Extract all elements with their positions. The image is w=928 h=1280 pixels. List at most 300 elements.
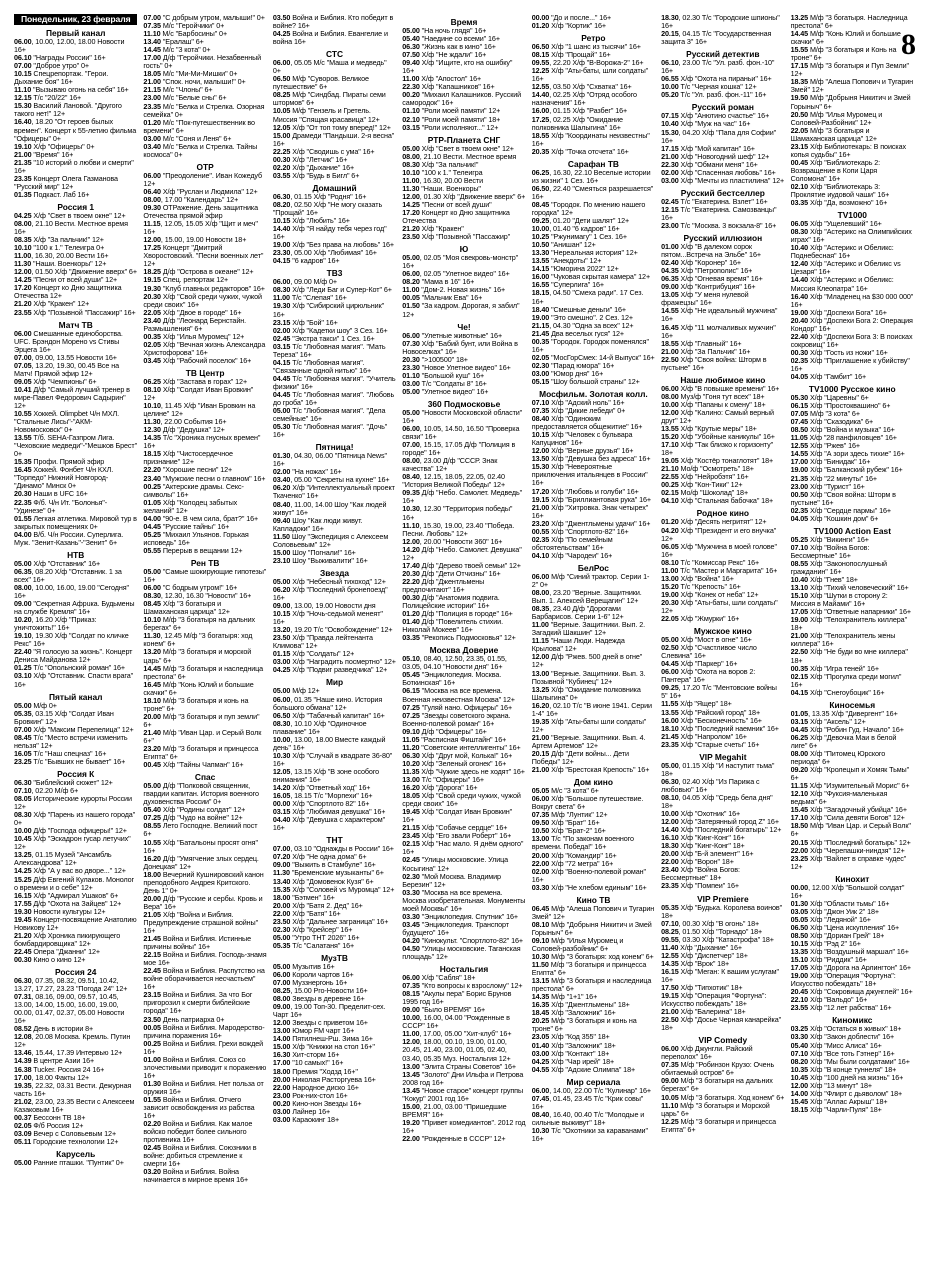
program-entry [532, 621, 655, 637]
program-title: Ранние пташки. "Пунтик" 0+ [31, 1158, 124, 1167]
program-time: 12.00 [531, 652, 550, 662]
program-entry [273, 302, 396, 318]
program-title: "Самые шокирующие гипотезы" 16+ [143, 567, 267, 585]
program-title: Х/ф "Эскадрон гусар летучих" 12+ [14, 834, 131, 852]
program-title: Два веселых гуся" 12+ [549, 328, 624, 338]
program-time: 02.30 [531, 360, 550, 370]
program-title: В центре Азии 16+ [31, 1056, 95, 1066]
program-title: Х/ф "Без права на любовь" 16+ [290, 240, 395, 250]
program-time: 12.15 [14, 93, 32, 103]
program-time: 04.10 [531, 550, 550, 560]
program-title: "Было ВРЕМЯ" 16+ [419, 1005, 486, 1015]
program-entry [273, 610, 396, 626]
program-entry [402, 91, 525, 107]
program-time: 12.15 [661, 204, 679, 214]
program-title: Х/ф "Ищите, кто на ошибку" 16+ [402, 58, 513, 76]
program-entry [532, 686, 655, 702]
program-title: Кино о кино 12+ [31, 954, 86, 964]
program-time: 18.00 [272, 892, 291, 902]
program-title: М/с "Белка и Стрелка. Тайны космоса" 0+ [143, 141, 258, 159]
program-title: Х/ф "Вальдо" 16+ [808, 995, 868, 1005]
program-time: 23.40 [143, 473, 161, 483]
program-title: Х/ф "Батя 2. Дед" 16+ [290, 900, 363, 910]
program-time: 04.00 [143, 513, 161, 523]
program-title: Д/ф "Дети войны... Дети Победы" 12+ [531, 748, 629, 767]
program-time: 10.25 [531, 232, 550, 242]
program-entry [143, 745, 266, 761]
program-time: 05.00 [14, 558, 32, 568]
program-title: Х/ф "Чужие здесь не ходят" 16+ [419, 766, 525, 776]
program-time: 23.55 [790, 1003, 809, 1013]
program-title: М/ф "3 богатыря и наследница престола" 6+ [531, 976, 652, 994]
program-title: Т/с "Любовная магия". "Связанные одной нитью" 16+ [272, 357, 372, 375]
program-entry [791, 46, 914, 62]
program-title: Война и Библия. Истинные причины войны" 16+ [143, 934, 251, 952]
program-time: 22.20 [402, 576, 420, 586]
program-time: 03.45 [402, 919, 420, 929]
program-title: М/ф "Гензель и Гретель. Миссия "Спящая красавица" 12+ [272, 106, 380, 124]
program-time: 03.25 [790, 1024, 809, 1034]
program-time: 05.15 [531, 376, 550, 386]
program-entry [532, 338, 655, 354]
program-title: Д/ф "Анатомия подвига. Полицейские истории" 16+ [402, 593, 500, 611]
program-time: 02.40 [661, 258, 679, 268]
program-time: 02.45 [143, 1143, 161, 1153]
program-entry [532, 536, 655, 552]
program-title: "Роли исполняют..." 12+ [419, 122, 499, 132]
program-time: 09.00 [661, 282, 679, 292]
program-title: Х/ф "Спасенная любовь" 16+ [678, 167, 776, 177]
program-title: , 14.00, 22.00 Т/с "Кулинар" 16+ [549, 1085, 652, 1095]
program-title: Х/ф "Муж на час" 16+ [678, 119, 751, 129]
program-title: Х/ф "Области тьмы" 16+ [808, 898, 890, 908]
program-title: Х/ф "Кортик" 16+ [549, 21, 606, 31]
program-title: , 04.30 "Одна за всех" 12+ [549, 320, 634, 330]
program-title: Х/ф "Колодец забытых желаний" 12+ [143, 497, 238, 515]
program-time: 01.00 [143, 1054, 161, 1064]
program-time: 12.05 [272, 122, 291, 132]
program-title: , 12.45 М/ф "3 богатыря: ход конем" 6+ [143, 631, 253, 649]
program-time: 23.00 [143, 93, 161, 103]
program-time: 03.35 [402, 633, 420, 643]
program-time: 15.45 [790, 805, 809, 815]
program-time: 23.50 [272, 916, 291, 926]
program-title: Х/ф "Девушка с характером" 16+ [272, 815, 386, 833]
program-time: 00.20 [272, 1098, 291, 1108]
program-time: 05.00 [402, 253, 420, 263]
program-title: М/ф "3 богатыря и принцесса Египта" 6+ [143, 744, 259, 762]
program-title: Т/с "Мастер и Маргарита" 16+ [678, 565, 778, 575]
program-title: Хит-сторм 16+ [290, 1050, 340, 1060]
program-title: "Ржунимагу" 1 Сез. 16+ [549, 232, 627, 242]
program-title: Х/ф "Отставник. Спасти врага" 16+ [14, 671, 134, 689]
program-title: Х/ф "Младенец на $30 000 000" 16+ [790, 291, 914, 309]
program-time: 11.30 [14, 259, 32, 269]
program-entry [14, 531, 137, 547]
program-entry [791, 244, 914, 260]
program-title: Х/ф "Война Богов: Бессмертные" 16+ [790, 542, 870, 560]
program-title: Х/ф "Жмурки" 16+ [678, 614, 740, 624]
program-time: 08.50 [790, 425, 809, 435]
program-title: , 20.08 Москва. Кремль. Путин 12+ [14, 1032, 131, 1050]
program-title: М/ф "3 богатыря. Наследница престола" 6+ [790, 14, 908, 31]
program-title: Х/ф "Зеленый огонек" 16+ [419, 758, 507, 768]
program-title: Т/с "Комиссар Рекс" 16+ [678, 557, 760, 567]
program-time: 14.35 [661, 958, 679, 968]
program-title: Х/ф "Балканский рубеж" 16+ [808, 465, 903, 475]
program-entry [14, 499, 137, 515]
channel-name: Первый канал [45, 28, 106, 38]
program-time: 16.10 [661, 833, 679, 843]
program-time: 05.00 [661, 635, 679, 645]
program-time: 23.45 [402, 831, 420, 841]
program-entry [14, 38, 137, 54]
program-entry [143, 244, 266, 268]
program-time: 21.15 [531, 320, 550, 330]
program-title: Х/ф "Руслан и Людмила" 12+ [160, 186, 258, 196]
program-time: 03.00 [143, 133, 161, 143]
program-entry [14, 309, 137, 317]
program-title: Х/ф "Спортлото 82" 16+ [290, 799, 370, 809]
program-time: 06.30 [402, 42, 420, 52]
program-time: 09.05 [14, 376, 32, 386]
program-time: 05.00 [14, 700, 32, 710]
program-entry [402, 1135, 525, 1143]
program-time: 16.15 [14, 890, 32, 900]
program-title: Т/с "Место встречи изменить нельзя" 12+ [14, 732, 128, 750]
program-time: 18.00 [272, 1066, 291, 1076]
program-title: Х/ф "Чистосердечное признание" 12+ [143, 449, 233, 467]
program-entry [143, 697, 266, 713]
program-time: 01.20 [661, 517, 679, 527]
program-title: Х/ф "100 дней на жизнь" 16+ [808, 1072, 904, 1082]
program-time: 10.15 [531, 430, 550, 440]
channel-name: Русский бестселлер [680, 187, 765, 198]
program-time: 21.15 [143, 85, 161, 95]
program-time: 16.20 [143, 853, 161, 863]
program-title: Х/ф "Джентльмены удачи" 16+ [549, 518, 651, 528]
program-time: 13.00 [661, 573, 679, 583]
program-entry [661, 684, 784, 700]
program-title: Х/ф "Девочка Маи в белой лиге" 6+ [790, 732, 897, 750]
program-title: "Секретная Афрuка. Будьмены на службе Кремля" 16+ [14, 599, 135, 617]
program-title: Николая Расторгуева 16+ [290, 1074, 376, 1084]
program-entry [14, 835, 137, 851]
program-title: Х/ф "Табачный капитан" 16+ [290, 710, 385, 720]
program-title: М/с "Члоны" 6+ [160, 85, 213, 95]
program-time: 22.40 [14, 647, 32, 657]
program-title: Д/ф "Умягчение злых сердец. Донецкая" 12+ [143, 853, 259, 871]
program-title: , 05.00 "Секреты на кухне" 16+ [290, 475, 390, 485]
program-title: Х/ф "Анютино счастье" 16+ [678, 111, 770, 121]
program-time: 10.30 [272, 750, 291, 760]
channel-name: Мир [325, 677, 344, 688]
program-time: 16.40 [790, 291, 809, 301]
program-time: 08.35 [14, 235, 32, 245]
program-time: 10.00 [661, 399, 679, 409]
program-title: Ф/б Россия 12+ [31, 1120, 84, 1130]
program-title: Звезды в деревне 16+ [290, 994, 365, 1004]
program-time: 03.30 [402, 911, 420, 921]
program-title: Х/ф "Да, возможно" 16+ [808, 198, 888, 208]
program-title: М/ф "3 богатыря и Шамаханская царица" 12+ [790, 125, 878, 143]
program-title: "Улетные животные" 16+ [419, 330, 503, 340]
program-title: "10 самых!" 16+ [290, 1058, 344, 1068]
program-time: 08.00 [14, 582, 32, 592]
program-time: 04.00 [14, 529, 32, 539]
program-title: , 04.15 Т/с "Государственная защита 3" 16+ [661, 29, 772, 47]
program-title: "Золото" Дни Ильфа и Петрова 2008 год 16+ [402, 1069, 524, 1087]
program-time: 00.30 [790, 347, 809, 357]
program-time: 07.00 [14, 352, 32, 362]
program-entry [791, 1004, 914, 1012]
program-title: , 21.00, 03.00 "Пришедшие ВРЕМЯ" 16+ [402, 1101, 507, 1119]
channel-name: Русский роман [691, 102, 754, 113]
program-time: 16.35 [531, 1000, 550, 1010]
program-entry [402, 808, 525, 824]
program-time: 12.25 [531, 66, 550, 76]
program-title: Х/ф "Не буди во мне киллера" 18+ [790, 647, 908, 665]
program-title: "Энциклопедия. Транспорт будущего" 16+ [402, 919, 509, 937]
program-time: 19.00 [790, 307, 809, 317]
program-time: 20.00 [272, 900, 291, 910]
program-time: 16.00 [531, 106, 550, 116]
program-entry [143, 632, 266, 648]
channel-name: РТР-Планета СНГ [427, 134, 501, 145]
program-title: Х/ф "Костёр тонаглотят" 18+ [678, 456, 774, 466]
program-title: Д/ф "Русские и сербы. Кровь и Вера" 16+ [143, 893, 263, 911]
program-time: 06.50 [272, 74, 291, 84]
program-title: М/ф "3 богатыря: ход конем" 6+ [549, 952, 654, 962]
program-time: 02.45 [402, 855, 420, 865]
program-time: 16.45 [143, 679, 161, 689]
program-title: Х/ф "А у вас во дворе..." 12+ [31, 866, 126, 876]
program-time: 10.45 [790, 1072, 809, 1082]
program-time: 18.05 [143, 69, 161, 79]
program-time: 04.25 [14, 210, 32, 220]
program-title: , 02.10 Т/с "В июне 1941. Серии 1-4" 16+ [531, 700, 652, 718]
program-title: , 02.30 Т/с "Городские шпионы" 16+ [661, 14, 780, 31]
program-title: М/ф 12+ [290, 686, 320, 696]
program-title: Х/ф "Бинидак" 16+ [808, 457, 871, 467]
program-title: Х/ф "Ожидание полковника Шалыгина" 0+ [531, 684, 641, 702]
program-time: 03.00 [531, 1048, 550, 1058]
program-title: Война и Библия. Распутство на войне оборачивается несчастьем" 16+ [143, 966, 265, 992]
program-time: 10.20 [402, 758, 420, 768]
program-time: 22.15 [143, 950, 161, 960]
program-title: Д/ф Евгений Кулаков. Монолог о времени и о себе" 12+ [14, 874, 135, 892]
program-title: "Гуляй нано. Офицеры" 16+ [419, 702, 513, 712]
program-time: 19.00 [272, 240, 291, 250]
program-time: 14.40 [531, 90, 550, 100]
program-title: Концерт ко Дню защитника Отечества 12+ [14, 283, 122, 301]
program-entry [143, 547, 266, 555]
program-time: 04.20 [661, 525, 679, 535]
program-time: 03.30 [790, 1032, 809, 1042]
program-title: , 04.20 Х/ф "Папа для Софии" 16+ [661, 127, 777, 145]
program-title: Х/ф "Тихий человеческий" 16+ [808, 583, 909, 593]
program-time: 07.30 [402, 338, 420, 348]
program-title: , 19.00 Топ-30. Пределит-сех. Чарт 16+ [272, 1002, 386, 1020]
listing-column [661, 14, 784, 1272]
program-time: 01.30 [790, 898, 809, 908]
program-title: Т/с "Любовная магия". "Дочь" 16+ [272, 422, 388, 440]
program-entry [143, 317, 266, 333]
program-title: Спецрепортаж. "Герои. Дыхание боя" 16+ [14, 69, 109, 87]
program-time: 11.15 [790, 781, 808, 791]
program-entry [143, 172, 266, 188]
program-time: 08.30 [143, 591, 161, 601]
program-time: 11.50 [531, 960, 549, 970]
program-title: "Улицы московские. Таганская площадь" 12+ [402, 943, 521, 962]
program-entry [14, 1033, 137, 1049]
program-time: 11.00 [402, 74, 420, 84]
program-entry [402, 945, 525, 961]
program-entry [791, 1106, 914, 1114]
program-time: 04.25 [272, 29, 291, 39]
program-time: 13.50 [531, 454, 550, 464]
program-entry [14, 672, 137, 688]
program-time: 22.40 [790, 331, 809, 341]
program-title: Х/ф "Последний богатырь" 12+ [678, 825, 782, 835]
program-title: , 01.20 "Дети шалят" 12+ [549, 216, 630, 226]
program-time: 01.10 [402, 106, 420, 116]
program-time: 10.00 [661, 809, 679, 819]
program-title: М/ф "Суворов. Великое путешествие" 6+ [272, 74, 369, 92]
program-time: 08.25 [272, 90, 291, 100]
channel-name: Мужское кино [693, 626, 752, 637]
program-time: 10.30 [402, 504, 420, 514]
program-time: 01.00 [661, 242, 679, 252]
program-title: М/ф "Добрыня Никитич и Змей Горыныч" 6+ [790, 93, 911, 111]
program-entry [532, 835, 655, 851]
program-title: Х/ф "Контакт" 18+ [549, 1048, 610, 1058]
program-time: 21.00 [661, 346, 679, 356]
program-entry [661, 206, 784, 222]
program-time: 01.10 [402, 370, 420, 380]
program-time: 12.00 [272, 1018, 291, 1028]
program-time: 12.55 [661, 950, 679, 960]
program-time: 14.55 [790, 449, 809, 459]
program-time: 01.30 [272, 451, 291, 461]
program-title: Х/ф "13 минут" 18+ [808, 1080, 872, 1090]
program-title: "Спок. ночи, малыши!" 0+ [160, 77, 246, 87]
program-entry [273, 768, 396, 784]
program-entry [143, 386, 266, 402]
program-title: "Рожденные в СССР" 12+ [419, 1134, 506, 1143]
program-title: Х/ф "Фуксия-маленькая ведьма" 6+ [790, 789, 888, 807]
program-entry [661, 1045, 784, 1061]
program-title: Х/ф "Так близко к горизонту" 18+ [661, 440, 774, 458]
channel-name: Ретро [581, 33, 606, 44]
program-time: 08.45 [143, 599, 161, 609]
program-title: "Акулы пера" Борис Брунов 1995 год 16+ [402, 989, 512, 1007]
program-time: 04.50 [402, 943, 420, 953]
program-title: "Утро ТНТ 2026" 16+ [290, 932, 360, 942]
program-title: , 03.50 Х/ф "Схватка" 16+ [549, 82, 632, 92]
program-entry [273, 816, 396, 832]
program-title: "За кадром. Дорогая, я забил" 12+ [402, 301, 520, 319]
program-entry [143, 54, 266, 70]
program-time: 01.05 [790, 708, 809, 718]
program-time: 06.30 [402, 750, 420, 760]
program-title: , 21.10 Вести. Местное время 16+ [14, 218, 128, 237]
program-time: 16.05 [14, 748, 32, 758]
program-time: 02.20 [272, 162, 291, 172]
program-time: 16.38 [14, 1064, 32, 1074]
program-title: Х/ф "Кон-Тики" 12+ [678, 480, 743, 490]
program-entry [532, 185, 655, 201]
program-title: "Бременские музыканты" 6+ [289, 868, 384, 878]
program-title: "Звезды советского экрана. Военно-полевой роман" 16+ [402, 710, 511, 728]
program-title: , 04.50 "Смеха ради". 17 Сез. 16+ [531, 288, 644, 306]
program-entry [532, 1066, 655, 1074]
program-title: Х/ф "Мой капитан" 16+ [678, 143, 755, 153]
program-time: 12.00 [14, 267, 32, 277]
program-title: Т/с "Москва. 3 вокзала-8" 16+ [678, 220, 777, 230]
program-time: 04.45 [272, 373, 291, 383]
program-time: 14.45 [143, 663, 161, 673]
program-entry [402, 618, 525, 634]
program-time: 16.20 [531, 700, 550, 710]
program-entry [402, 546, 525, 562]
program-entry [402, 856, 525, 872]
program-title: Х/ф "Аты-баты шли солдаты" 12+ [531, 716, 647, 734]
program-time: 07.00 [272, 978, 291, 988]
program-title: Х/ф "Нас мало. Я днём одного" 16+ [402, 839, 524, 857]
program-title: "Верные. Защитники. Вып. 4. Артем Артемов" 12+ [531, 732, 646, 750]
program-time: 16.30 [272, 1050, 291, 1060]
program-time: 16.05 [272, 791, 291, 801]
program-time: 12.00 [402, 191, 420, 201]
program-title: Х/ф "Ответные напарники" 16+ [808, 607, 911, 617]
program-entry [273, 1116, 396, 1124]
program-title: Война и Библия. Война начинается в мирное время 16+ [143, 1167, 249, 1185]
program-time: 06.00 [143, 583, 161, 593]
program-time: 18.35 [790, 77, 809, 87]
program-title: Х/ф "Чар ирей" 18+ [549, 1056, 615, 1066]
program-title: М/с "Белые сны" 6+ [160, 93, 227, 103]
program-time: 05.11 [14, 1136, 32, 1146]
program-entry [273, 942, 396, 950]
program-title: ОТРажение. День защитника Отечества прямой эфир [143, 203, 259, 221]
program-time: 08.05 [14, 794, 32, 804]
program-entry [402, 840, 525, 856]
program-title: , 16.20 Х/ф "Приказ: уничтожить!" 16+ [14, 615, 97, 633]
program-time: 08.30 [402, 159, 420, 169]
program-time: 16.55 [531, 280, 550, 290]
program-time: 13.00 [402, 1061, 420, 1071]
program-title: Вечерний Кушнировский канон преподобного Андрея Критского. День 1" 0+ [143, 869, 264, 895]
program-entry [791, 260, 914, 276]
program-time: 21.45 [531, 328, 550, 338]
program-title: Ф/б. Ч/н Ит. "Болонья"-"Удинезе" 0+ [14, 497, 108, 515]
program-title: , 22.20 Х/ф "В-Ворожа-2" 16+ [549, 58, 644, 68]
program-entry [532, 1111, 655, 1127]
program-time: 08.00 [143, 194, 161, 204]
program-title: Х/ф "Папаны к смену" 18+ [678, 399, 766, 409]
program-entry [143, 967, 266, 991]
program-time: 05.30 [272, 422, 291, 432]
program-title: "Время" 16+ [31, 149, 74, 159]
program-entry [532, 884, 655, 892]
program-title: Бессонн ТВ 18+ [31, 1112, 86, 1122]
program-time: 14.55 [661, 306, 679, 316]
program-time: 03.00 [661, 175, 679, 185]
program-time: 11.10 [402, 520, 420, 530]
program-time: 23.25 [14, 756, 32, 766]
program-title: М/ф "3 богатыря и наследница престола" 6+ [143, 663, 264, 681]
